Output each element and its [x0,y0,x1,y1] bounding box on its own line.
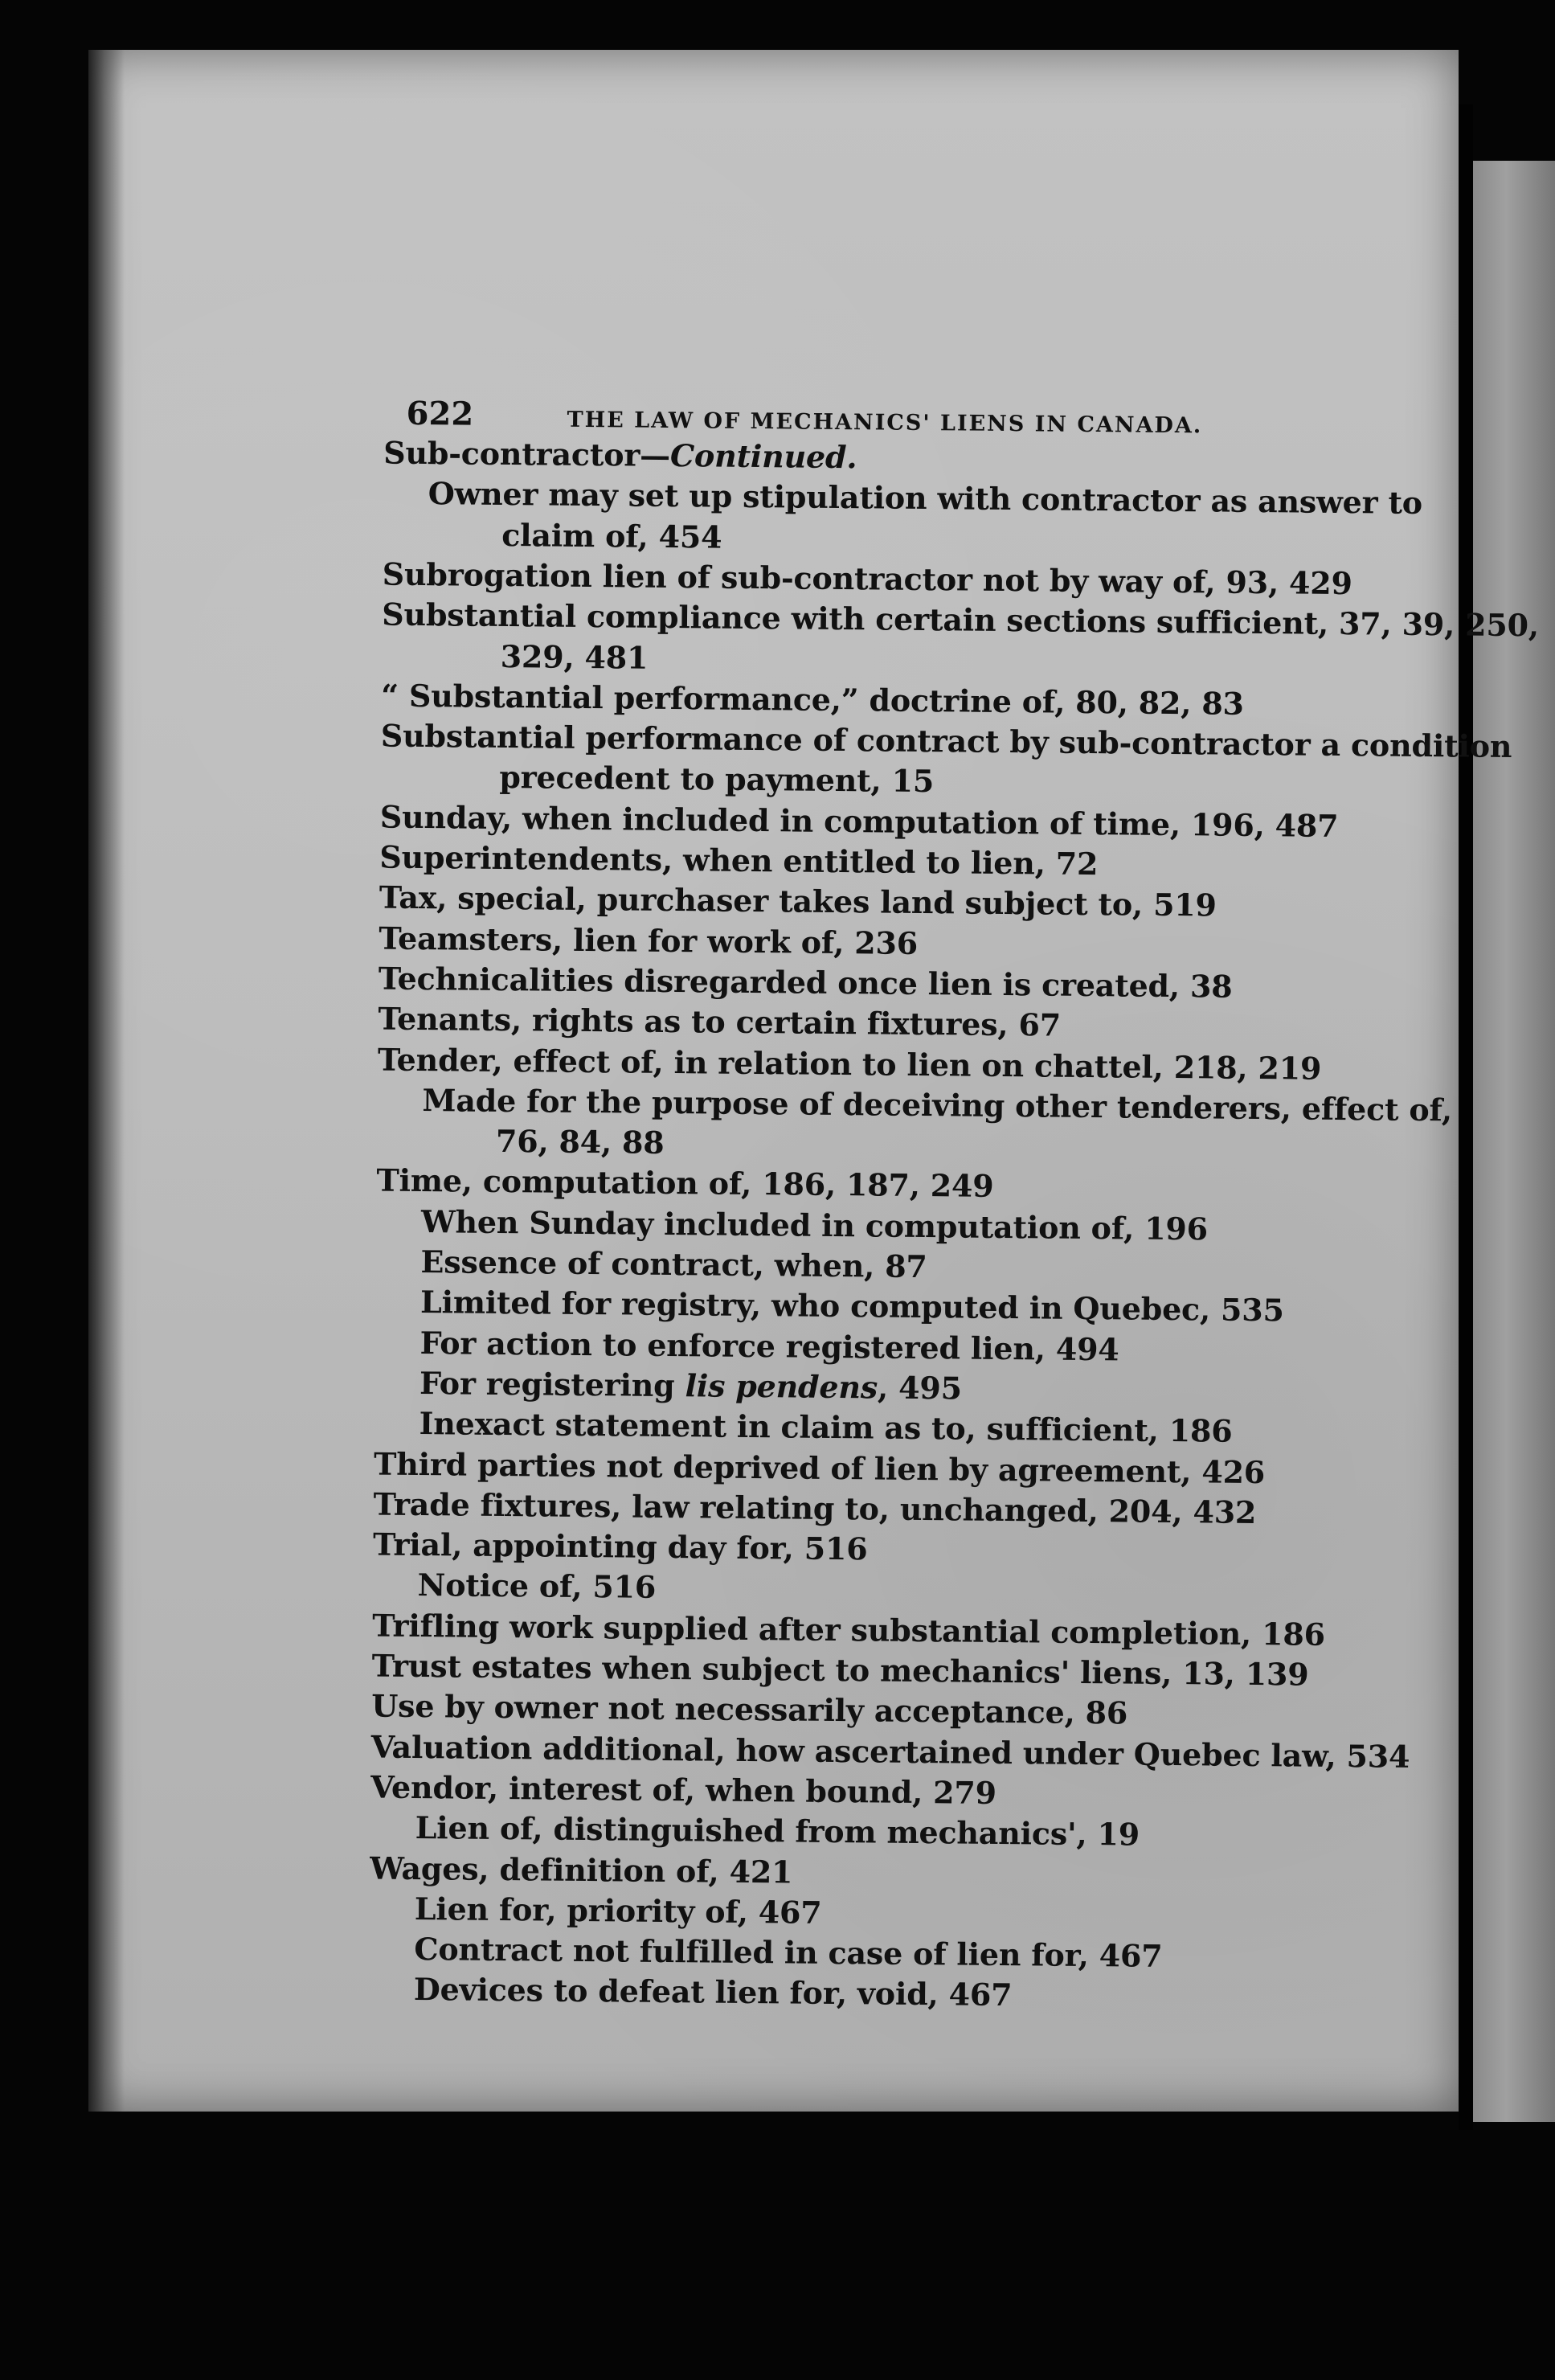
index-line [379,922,918,959]
index-line [499,759,935,800]
index-line [371,1647,1309,1693]
index-line [370,1728,1410,1775]
index-line-text: Trade fixtures, law relating to, unchanged, 204, 432 [373,1485,1257,1530]
index-line-text: Inexact statement in claim as to, sufficient, 186 [419,1405,1233,1449]
index-line-text: Contract not fulfilled in case of lien for, 467 [414,1931,1163,1975]
page-content [68,50,1540,2124]
index-line-suffix: , 495 [877,1369,963,1407]
index-line-text: Trust estates when subject to mechanics' liens, 13, 139 [371,1647,1309,1693]
index-line-text: Subrogation lien of sub-contractor not by way of, 93, 429 [382,555,1352,602]
index-line [379,879,1217,924]
index-line [419,1407,1232,1448]
index-line [501,516,722,555]
adjacent-page-edge [1473,161,1555,2122]
index-line-text: Substantial compliance with certain sections sufficient, 37, 39, 250, [382,596,1540,644]
index-line-text: For action to enforce registered lien, 494 [419,1324,1119,1367]
index-line [373,1485,1257,1530]
index-line-text: Time, computation of, 186, 187, 249 [376,1161,994,1205]
index-line [378,1000,1062,1043]
index-line [500,637,649,676]
index-line [419,1284,1284,1329]
index-line-text: Owner may set up stipulation with contractor as answer to [428,475,1423,522]
index-line [420,1243,927,1285]
index-line [379,838,1099,883]
index-line [382,596,1540,644]
index-line [414,1890,822,1931]
index-line [371,1687,1128,1731]
index-line-italic: Continued. [669,436,857,476]
index-line-text: Wages, definition of, 421 [370,1849,793,1890]
index-line [370,1768,997,1811]
index-line [414,1931,1163,1975]
index-line-text: Tenants, rights as to certain fixtures, 67 [378,1000,1062,1043]
index-line-text: Substantial performance of contract by sub-contractor a condition [380,717,1512,765]
index-line-text: Trial, appointing day for, 516 [372,1526,868,1567]
index-line-text: Essence of contract, when, 87 [420,1243,927,1285]
index-line-text: Devices to defeat lien for, void, 467 [413,1971,1013,2013]
index-line-text: Third parties not deprived of lien by agreement, 426 [373,1444,1266,1490]
index-line-text: 329, 481 [500,637,649,676]
index-line-text: Lien of, distinguished from mechanics', 19 [415,1809,1140,1853]
index-line-text: precedent to payment, 15 [499,759,935,800]
index-line [377,1041,1322,1087]
index-line-text: Tax, special, purchaser takes land subject to, 519 [379,879,1217,924]
index-line-text: “ Substantial performance,” doctrine of, 80, 82, 83 [381,677,1245,722]
running-title: THE LAW OF MECHANICS' LIENS IN CANADA. [567,407,1203,439]
index-line [419,1324,1119,1367]
index-line-text: Made for the purpose of deceiving other tenderers, effect of, [422,1081,1453,1129]
index-line [376,1161,994,1205]
index-line-text: Limited for registry, who computed in Quebec, 535 [419,1284,1284,1329]
index-line [415,1809,1140,1853]
page-number: 622 [406,394,474,433]
index-line [371,1607,1326,1653]
index-line-text: claim of, 454 [501,516,722,555]
index-line-text: 76, 84, 88 [495,1123,665,1161]
index-line-text: Teamsters, lien for work of, 236 [379,920,919,961]
index-line [380,717,1512,765]
index-line-text: When Sunday included in computation of, 196 [420,1202,1209,1247]
index-line [496,1125,665,1159]
index-line [420,1202,1209,1247]
index-line [414,1973,1013,2011]
index-line [382,555,1352,602]
index-line [379,798,1339,844]
index-line-text: Lien for, priority of, 467 [414,1890,822,1931]
index-line [419,1364,963,1407]
index-line [370,1849,793,1890]
index-line-text: Notice of, 516 [417,1567,657,1606]
index-line-text: Tender, effect of, in relation to lien on chattel, 218, 219 [377,1041,1322,1087]
index-line-text: Trifling work supplied after substantial completion, 186 [371,1607,1326,1653]
index-line [417,1569,656,1604]
index-line [422,1081,1453,1129]
index-line-text: Technicalities disregarded once lien is created, 38 [378,960,1233,1005]
index-line-text: For registering [419,1364,685,1404]
index-line [428,475,1423,522]
page-edge-shadow [1459,104,1473,2130]
index-line-text: Superintendents, when entitled to lien, 72 [379,838,1099,883]
index-line [381,677,1245,722]
book-page [88,50,1540,2112]
index-line [378,960,1233,1005]
index-line [373,1444,1266,1490]
index-line-italic: lis pendens [685,1367,878,1406]
index-line-text: Sunday, when included in computation of time, 196, 487 [379,798,1339,844]
index-line-text: Use by owner not necessarily acceptance, 86 [371,1687,1128,1731]
index-line-text: Valuation additional, how ascertained under Quebec law, 534 [370,1728,1410,1775]
index-line-text: Sub-contractor— [383,434,671,473]
index-line [372,1526,868,1567]
index-line-text: Vendor, interest of, when bound, 279 [370,1768,997,1811]
index-line [383,434,857,476]
